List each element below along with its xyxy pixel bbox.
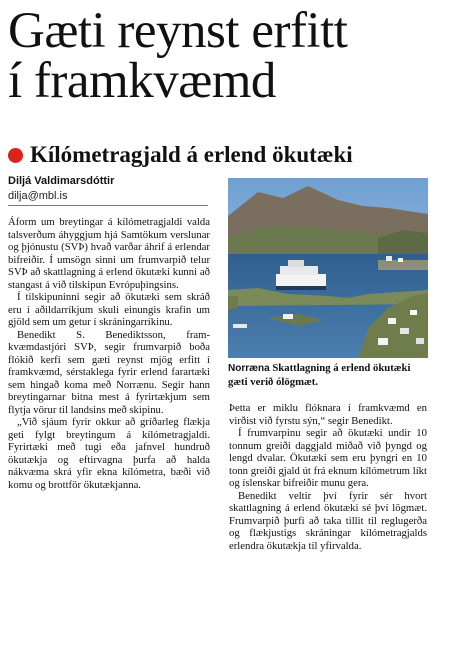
red-dot-icon [8, 148, 23, 163]
article-paragraph: „Við sjáum fyrir okkur að gríðarleg flækja geti fylgt breytingum á kílómetragjaldi. Fyrirtæki með tugi eða jafnvel hundruð ökutækja og eftirvagna þurfa að halda nákvæma skrá yfir ekna kílómetra, bæði við komu og brottför ökutækjanna. [8, 416, 210, 491]
subheadline: Kílómetragjald á erlend ökutæki [30, 142, 353, 167]
caption-text: Skattlagning á erlend ökutæki gæti verið ólögmæt. [228, 362, 411, 388]
article-paragraph: Þetta er miklu flóknara í framkvæmd en virðist við fyrstu sýn,“ segir Benedikt. [229, 402, 427, 427]
article-paragraph: Benedikt S. Benediktsson, framkvæmdastjóri SVÞ, segir frumvarpið boða flókið kerfi sem gæti reynst mjög erfitt í framkvæmd, sérstaklega fyrir erlend farartæki sem hingað koma með Norrænu. Segir hann breytingarnar bitna mest á fyrirtækjum sem flytja vörur til landsins með skipinu. [8, 328, 210, 416]
article-column-1 [8, 216, 210, 491]
headline-line-2: í framkvæmd [8, 53, 276, 109]
author-email[interactable]: dilja@mbl.is [8, 190, 68, 202]
subheadline-block [8, 140, 448, 170]
article-paragraph: Í tilskipuninni segir að ökutæki sem skráð eru í aðildarríkjum skuli einungis krafin um gjöld sem um getur í skráningarríkinu. [8, 291, 210, 328]
caption-label: Norræna [228, 363, 270, 374]
ferry-harbor-image [228, 178, 428, 358]
article-paragraph: Benedikt veltir því fyrir sér hvort skattlagning á erlend ökutæki sé því lögmæt. Frumvarpið þurfi að taka tillit til reglugerða og flækjustigs skráningar kílómetragjalds erlendra ökutækja til yfirvalda. [229, 489, 427, 552]
byline [8, 174, 208, 203]
author-name: Diljá Valdimarsdóttir [8, 175, 115, 187]
byline-divider [8, 205, 208, 206]
headline-line-1: Gæti reynst erfitt [8, 3, 348, 59]
headline [8, 3, 453, 109]
article-column-2 [229, 402, 427, 552]
article-paragraph: Í frumvarpinu segir að ökutæki undir 10 tonnum greiði daggjald miðað við þyngd og lengd dvalar. Ökutæki sem eru þyngri en 10 tonn greiði gjald út frá eknum kílómetrum líkt og íslenskar bifreiðir munu gera. [229, 427, 427, 489]
article-paragraph: Áform um breytingar á kílómetragjaldi valda talsverðum áhyggjum hjá Samtökum verslunar og þjónustu (SVÞ) hvað varðar áhrif á erlendar bifreiðir. Í umsögn sinni um frumvarpið telur SVÞ að skattlagning á erlend ökutæki kunni að stangast á við tilskipun Evrópuþingsins. [8, 216, 210, 291]
harbor-photo [228, 178, 428, 358]
photo-caption [228, 362, 428, 388]
